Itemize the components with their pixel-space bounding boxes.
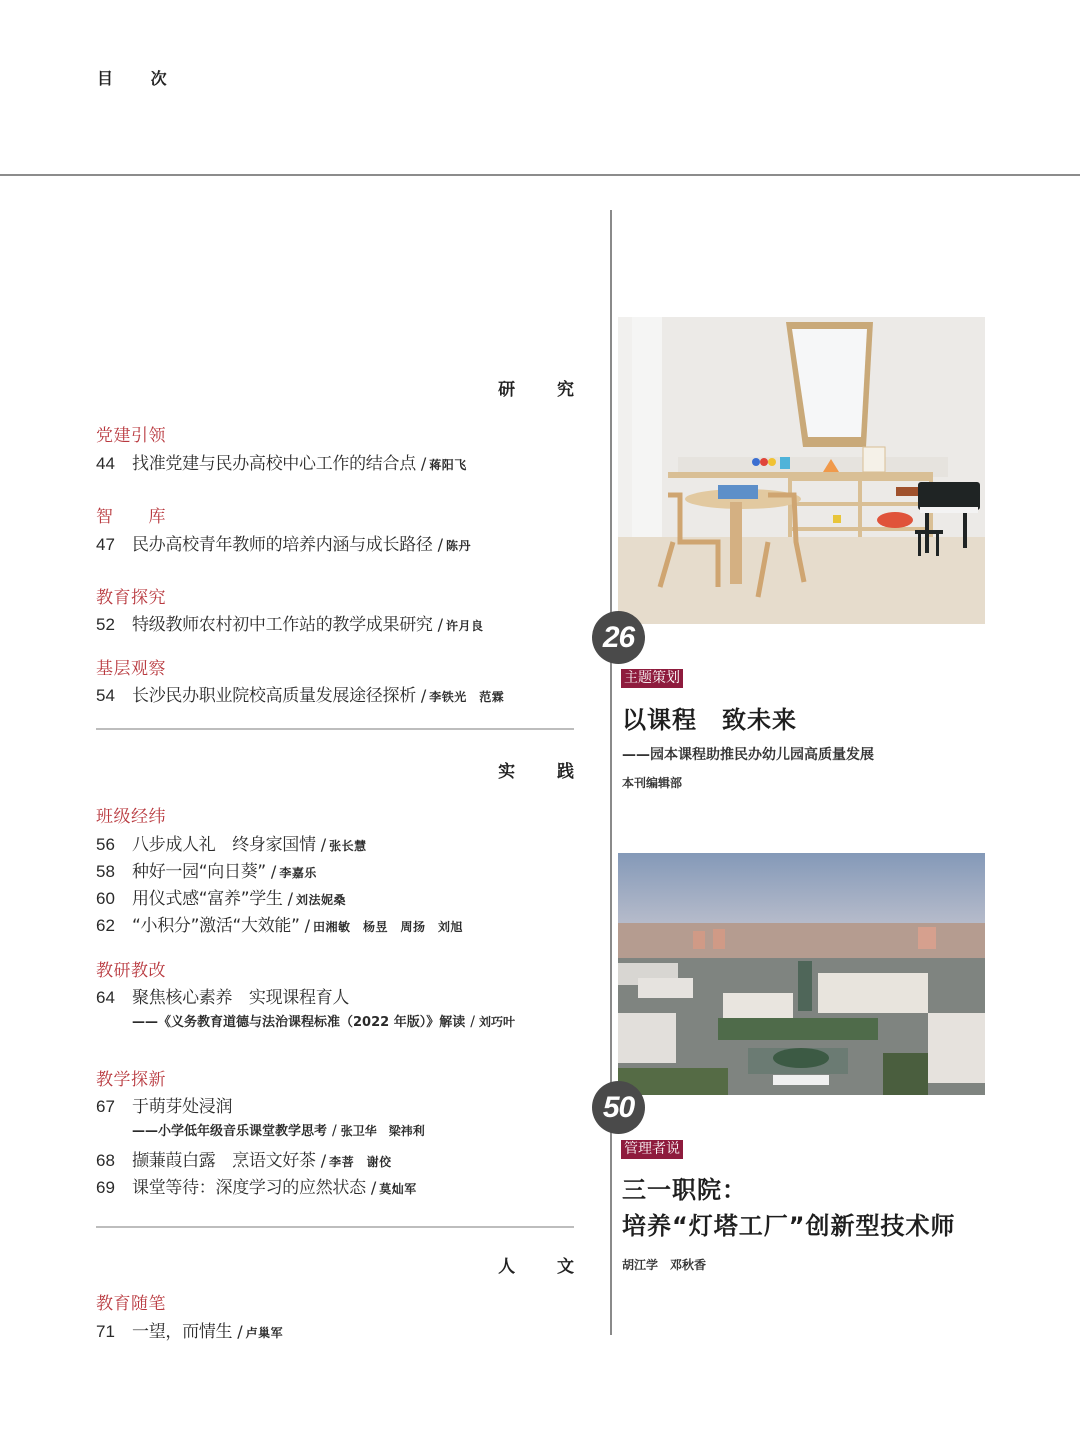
feature-title[interactable]: 以课程 致未来 (622, 706, 797, 734)
article-title: “小积分”激活“大效能” (132, 916, 300, 936)
page-number: 44 (96, 454, 115, 473)
article-author: 莫灿军 (379, 1182, 417, 1196)
article-title: 八步成人礼 终身家国情 (132, 835, 316, 855)
feature-title-line1[interactable]: 三一职院： (622, 1176, 747, 1204)
article-title: 民办高校青年教师的培养内涵与成长路径 (132, 535, 433, 555)
category-class-management: 班级经纬 (96, 807, 166, 827)
separator: / (437, 535, 443, 554)
page-number: 56 (96, 835, 115, 854)
category-teaching-reform: 教研教改 (96, 961, 166, 981)
separator: / (237, 1322, 243, 1341)
toc-subtitle[interactable] (132, 1120, 425, 1139)
article-author: 卢巢军 (245, 1326, 284, 1340)
article-title: 于萌芽处浸润 (132, 1097, 233, 1117)
page-number: 71 (96, 1322, 115, 1341)
separator: / (287, 889, 294, 908)
page-number: 69 (96, 1178, 115, 1197)
page-badge-26: 26 (592, 611, 645, 664)
separator: / (332, 1123, 337, 1139)
column-divider (610, 210, 612, 1335)
separator: / (320, 1151, 327, 1170)
feature-title-line2[interactable]: 培养“灯塔工厂”创新型技术师 (622, 1212, 956, 1240)
article-title: 聚焦核心素养 实现课程育人 (132, 988, 350, 1008)
article-author: 刘法妮桑 (296, 893, 347, 907)
feature-image-campus[interactable] (618, 853, 985, 1095)
article-author: 张卫华 梁祎利 (340, 1124, 425, 1138)
toc-entry[interactable] (96, 1146, 392, 1171)
feature-tag-manager: 管理者说 (621, 1140, 683, 1159)
page-badge-50: 50 (592, 1081, 645, 1134)
feature-image-nursery[interactable] (618, 317, 985, 624)
article-author: 李嘉乐 (279, 866, 317, 880)
separator: / (420, 686, 427, 705)
separator: / (370, 1178, 377, 1197)
article-title: 撷蒹葭白露 烹语文好茶 (132, 1151, 316, 1171)
toc-entry[interactable] (96, 1092, 232, 1117)
page-number: 64 (96, 988, 115, 1007)
article-author: 蒋阳飞 (429, 458, 467, 472)
separator: / (270, 862, 277, 881)
article-title: 用仪式感“富养”学生 (132, 889, 283, 909)
top-divider (0, 174, 1080, 176)
article-author: 刘巧叶 (478, 1015, 515, 1029)
toc-entry[interactable] (96, 530, 471, 555)
page-number: 67 (96, 1097, 115, 1116)
article-title: 特级教师农村初中工作站的教学成果研究 (132, 615, 433, 635)
section-divider (96, 728, 574, 730)
page-number: 60 (96, 889, 115, 908)
article-subtitle: ——《义务教育道德与法治课程标准（2022 年版）》解读 (132, 1015, 466, 1030)
feature-subtitle: ——园本课程助推民办幼儿园高质量发展 (622, 747, 874, 763)
category-think-tank: 智 库 (96, 507, 166, 527)
section-header-humanities: 人 文 (498, 1257, 592, 1277)
page-number: 47 (96, 535, 115, 554)
toc-entry[interactable] (96, 449, 467, 474)
article-title: 一望，而情生 (132, 1322, 233, 1342)
article-title: 长沙民办职业院校高质量发展途径探析 (132, 686, 416, 706)
feature-author: 胡江学 邓秋香 (622, 1258, 707, 1272)
category-grassroots: 基层观察 (96, 659, 166, 679)
section-divider (96, 1226, 574, 1228)
toc-entry[interactable] (96, 1173, 417, 1198)
toc-entry[interactable] (96, 884, 346, 909)
page-number: 68 (96, 1151, 115, 1170)
article-title: 种好一园“向日葵” (132, 862, 266, 882)
section-header-research: 研 究 (498, 380, 592, 400)
category-teaching-innovation: 教学探新 (96, 1070, 166, 1090)
separator: / (420, 454, 427, 473)
article-title: 找准党建与民办高校中心工作的结合点 (132, 454, 416, 474)
page-number: 54 (96, 686, 115, 705)
toc-entry[interactable] (96, 983, 349, 1008)
feature-tag-theme: 主题策划 (621, 669, 683, 688)
category-party-building: 党建引领 (96, 426, 166, 446)
article-author: 田湘敏 杨昱 周扬 刘旭 (313, 920, 464, 934)
toc-entry[interactable] (96, 610, 484, 635)
article-author: 李菩 谢佼 (329, 1155, 392, 1169)
page-title: 目 次 (97, 69, 183, 88)
separator: / (320, 835, 327, 854)
separator: / (437, 615, 443, 634)
separator: / (304, 916, 311, 935)
article-author: 张长慧 (329, 839, 367, 853)
toc-entry[interactable] (96, 681, 504, 706)
page-number: 62 (96, 916, 115, 935)
toc-entry[interactable] (96, 830, 367, 855)
feature-author: 本刊编辑部 (622, 776, 683, 790)
toc-subtitle[interactable] (132, 1011, 515, 1030)
article-author: 许月良 (446, 619, 484, 633)
nursery-illustration (618, 317, 985, 624)
toc-entry[interactable] (96, 911, 463, 936)
category-essays: 教育随笔 (96, 1294, 166, 1314)
category-education-research: 教育探究 (96, 588, 166, 608)
section-header-practice: 实 践 (498, 762, 592, 782)
article-author: 陈丹 (446, 539, 472, 553)
article-subtitle: ——小学低年级音乐课堂教学思考 (132, 1124, 328, 1139)
separator: / (470, 1014, 475, 1030)
campus-illustration (618, 853, 985, 1095)
page-number: 52 (96, 615, 115, 634)
toc-entry[interactable] (96, 857, 317, 882)
toc-entry[interactable] (96, 1317, 283, 1342)
article-author: 李铁光 范霖 (429, 690, 505, 704)
page-number: 58 (96, 862, 115, 881)
article-title: 课堂等待：深度学习的应然状态 (132, 1178, 366, 1198)
